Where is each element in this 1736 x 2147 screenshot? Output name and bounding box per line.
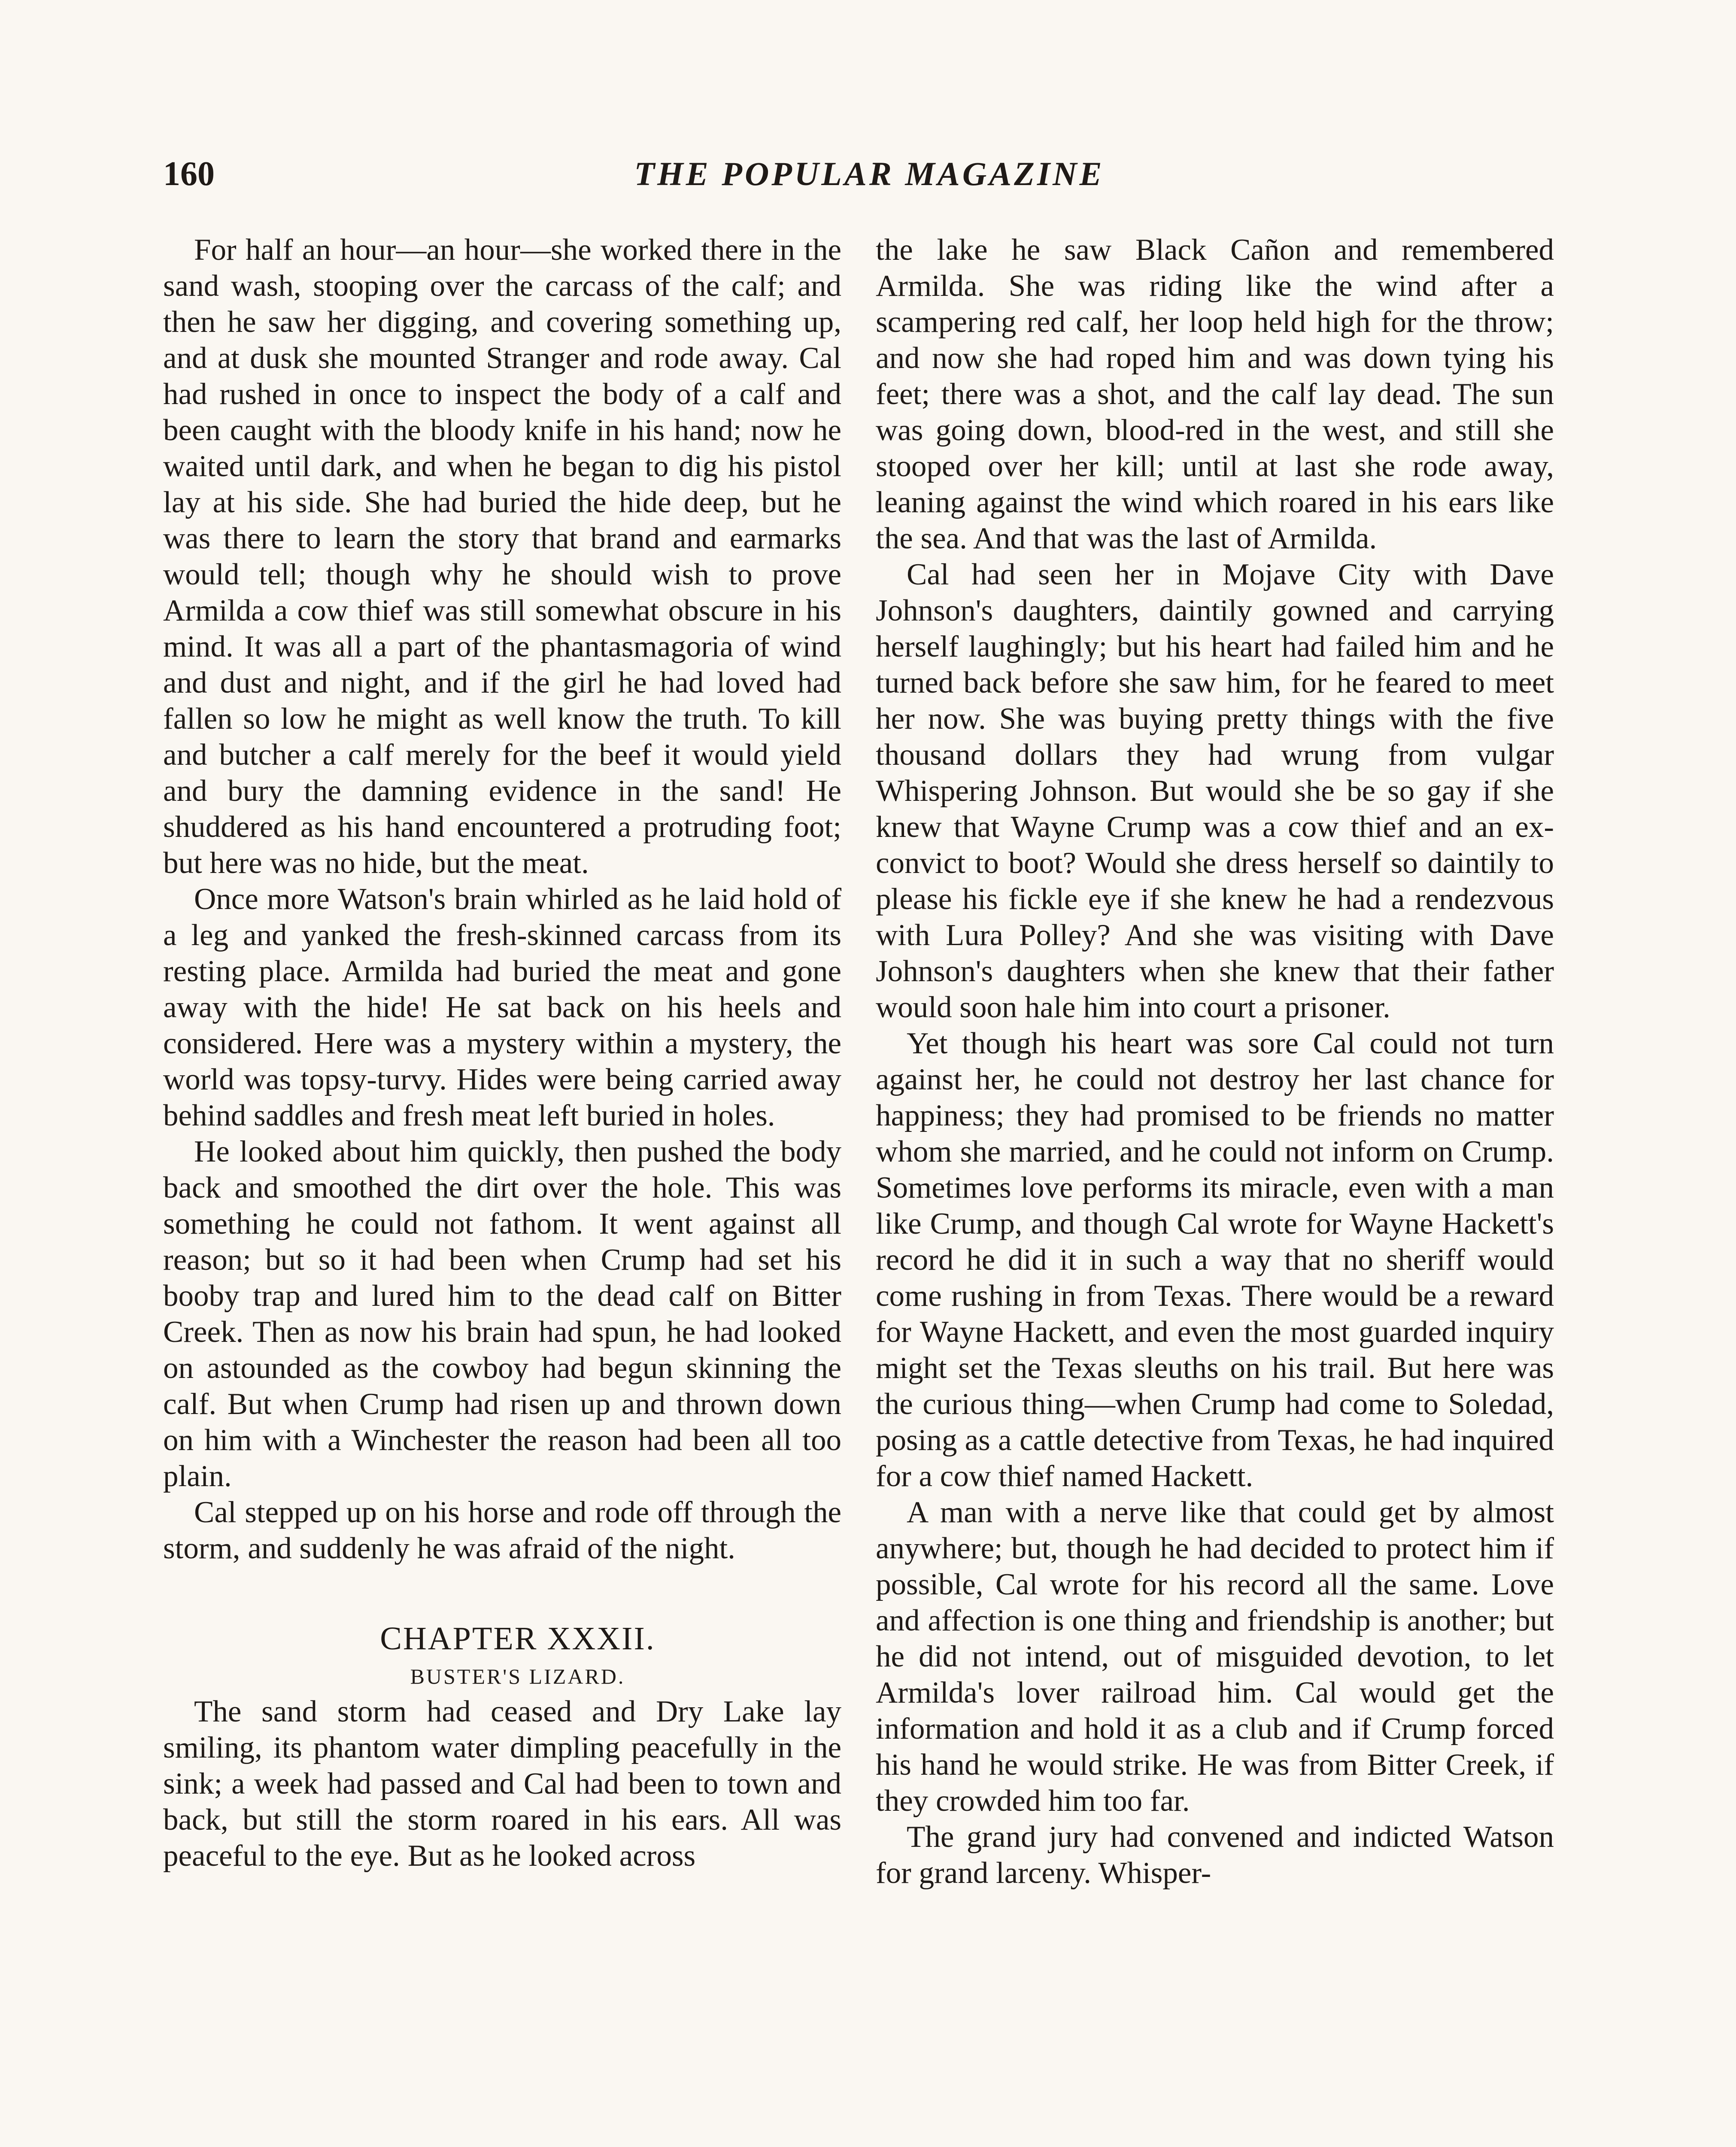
paragraph: For half an hour—an hour—she worked there in the sand wash, stooping over the carcass of the calf; and then he saw her digging, and covering something up, and at dusk she mounted Stranger and rode away. Cal had rushed in once to inspect the body of a calf and been caught with the bloody knife in his hand; now he waited until dark, and when he began to dig his pistol lay at his side. She had buried the hide deep, but he was there to learn the story that brand and earmarks would tell; though why he should wish to prove Armilda a cow thief was still somewhat obscure in his mind. It was all a part of the phantasmagoria of wind and dust and night, and if the girl he had loved had fallen so low he might as well know the truth. To kill and butcher a calf merely for the beef it would yield and bury the damning evidence in the sand! He shuddered as his hand encountered a protruding foot; but here was no hide, but the meat.: [163, 233, 841, 880]
paragraph: A man with a nerve like that could get by almost anywhere; but, though he had decided to protect him if possible, Cal wrote for his record all the same. Love and affection is one thing and friendship is another; but he did not intend, out of misguided devotion, to let Armilda's lover railroad him. Cal would get the information and hold it as a club and if Crump forced his hand he would strike. He was from Bitter Creek, if they crowded him too far.: [876, 1496, 1554, 1818]
paragraph: the lake he saw Black Cañon and remembered Armilda. She was riding like the wind after a scampering red calf, her loop held high for the throw; and now she had roped him and was down tying his feet; there was a shot, and the calf lay dead. The sun was going down, blood-red in the west, and still she stooped over her kill; until at last she rode away, leaning against the wind which roared in his ears like the sea. And that was the last of Armilda.: [876, 233, 1554, 555]
left-column: [163, 232, 841, 1874]
page-header: [163, 146, 1575, 202]
right-column: [876, 232, 1554, 1891]
paragraph: The sand storm had ceased and Dry Lake lay smiling, its phantom water dimpling peacefully in the sink; a week had passed and Cal had been to town and back, but still the storm roared in his ears. All was peaceful to the eye. But as he looked across: [163, 1695, 841, 1873]
paragraph: Once more Watson's brain whirled as he laid hold of a leg and yanked the fresh-skinned carcass from its resting place. Armilda had buried the meat and gone away with the hide! He sat back on his heels and considered. Here was a mystery within a mystery, the world was topsy-turvy. Hides were being carried away behind saddles and fresh meat left buried in holes.: [163, 882, 841, 1132]
chapter-title: CHAPTER XXXII.: [380, 1621, 656, 1657]
chapter-heading: [163, 1618, 841, 1694]
chapter-subtitle: BUSTER'S LIZARD.: [410, 1664, 625, 1688]
paragraph: He looked about him quickly, then pushed the body back and smoothed the dirt over the hole. This was something he could not fathom. It went against all reason; but so it had been when Crump had set his booby trap and lured him to the dead calf on Bitter Creek. Then as now his brain had spun, he had looked on astounded as the cowboy had begun skinning the calf. But when Crump had risen up and thrown down on him with a Winchester the reason had been all too plain.: [163, 1135, 841, 1493]
running-head: THE POPULAR MAGAZINE: [634, 155, 1105, 192]
paragraph: Cal stepped up on his horse and rode off through the storm, and suddenly he was afraid of the night.: [163, 1496, 841, 1565]
paragraph: Cal had seen her in Mojave City with Dave Johnson's daughters, daintily gowned and carrying herself laughingly; but his heart had failed him and he turned back before she saw him, for he feared to meet her now. She was buying pretty things with the five thousand dollars they had wrung from vulgar Whispering Johnson. But would she be so gay if she knew that Wayne Crump was a cow thief and an ex-convict to boot? Would she dress herself so daintily to please his fickle eye if she knew he had a rendezvous with Lura Polley? And she was visiting with Dave Johnson's daughters when she knew that their father would soon hale him into court a prisoner.: [876, 558, 1554, 1024]
paragraph: Yet though his heart was sore Cal could not turn against her, he could not destroy her last chance for happiness; they had promised to be friends no matter whom she married, and he could not inform on Crump. Sometimes love performs its miracle, even with a man like Crump, and though Cal wrote for Wayne Hackett's record he did it in such a way that no sheriff would come rushing in from Texas. There would be a reward for Wayne Hackett, and even the most guarded inquiry might set the Texas sleuths on his trail. But here was the curious thing—when Crump had come to Soledad, posing as a cattle detective from Texas, he had inquired for a cow thief named Hackett.: [876, 1027, 1554, 1493]
paragraph: The grand jury had convened and indicted Watson for grand larceny. Whisper-: [876, 1820, 1554, 1890]
page-number: 160: [163, 155, 215, 193]
